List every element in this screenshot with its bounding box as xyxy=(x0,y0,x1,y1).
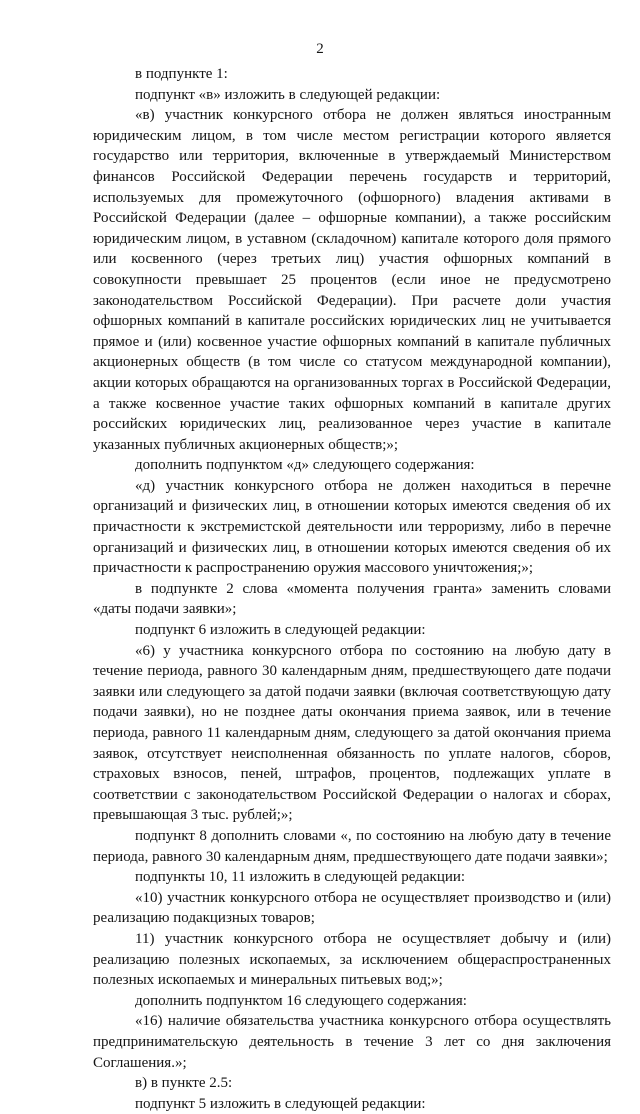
paragraph-subitem-5-instruction: подпункт 5 изложить в следующей редакции: xyxy=(135,1095,426,1112)
paragraph-subitem-10-text: «10) участник конкурсного отбора не осуществляет производство и (или) реализацию подакцизных товаров; xyxy=(93,889,611,927)
paragraph-item-2-5-heading: в) в пункте 2.5: xyxy=(135,1075,233,1092)
paragraph-subitem-8-addition: подпункт 8 дополнить словами «, по состоянию на любую дату в течение периода, равного 30 календарным дням, предшествующего дате подачи заявки»; xyxy=(93,827,611,865)
paragraph-subitem-v-instruction: подпункт «в» изложить в следующей редакции: xyxy=(135,86,441,103)
paragraph-subitem-6-instruction: подпункт 6 изложить в следующей редакции: xyxy=(135,622,426,639)
paragraph-add-subitem-16-instruction: дополнить подпунктом 16 следующего содержания: xyxy=(135,992,467,1009)
paragraph-subitem-16-text: «16) наличие обязательства участника конкурсного отбора осуществлять предпринимательскую деятельность в течение 3 лет со дня заключения Соглашения.»; xyxy=(93,1013,611,1071)
document-body xyxy=(93,64,611,1114)
paragraph-add-subitem-d-instruction: дополнить подпунктом «д» следующего содержания: xyxy=(135,457,475,474)
paragraph-subitems-10-11-instruction: подпункты 10, 11 изложить в следующей редакции: xyxy=(135,869,466,886)
page-number: 2 xyxy=(316,41,324,57)
paragraph-in-subitem-1: в подпункте 1: xyxy=(135,66,228,82)
paragraph-subitem-6-text: «6) у участника конкурсного отбора по состоянию на любую дату в течение периода, равного 30 календарным дням, предшествующего дате подачи заявки или следующего за датой подачи заявки (включая соответствующую дату подачи заявки), но не позднее даты окончания приема заявок, или в течение периода, равного 11 календарным дням, следующего за датой окончания приема заявок, отсутствует неисполненная обязанность по уплате налогов, сборов, страховых взносов, пеней, штрафов, процентов, подлежащих уплате в соответствии с законодательством Российской Федерации о налогах и сборах, превышающая 3 тыс. рублей;»; xyxy=(93,642,611,824)
paragraph-subitem-11-text: 11) участник конкурсного отбора не осуществляет добычу и (или) реализацию полезных ископаемых, за исключением общераспространенных полезных ископаемых и минеральных питьевых вод;»; xyxy=(93,930,611,989)
paragraph-subitem-v-text: «в) участник конкурсного отбора не должен являться иностранным юридическим лицом, в том числе местом регистрации которого является государство или территория, включенные в утверждаемый Министерством финансов Российской Федерации перечень государств и территорий, используемых для промежуточного (офшорного) владения активами в Российской Федерации (далее – офшорные компании), а также российским юридическим лицом, в уставном (складочном) капитале которого доля прямого или косвенного (через третьих лиц) участия офшорных компаний в совокупности превышает 25 процентов (если иное не предусмотрено законодательством Российской Федерации). При расчете доли участия офшорных компаний в капитале российских юридических лиц не учитывается прямое и (или) косвенное участие офшорных компаний в капитале публичных акционерных обществ (в том числе со статусом международной компании), акции которых обращаются на организованных торгах в Российской Федерации, а также косвенное участие таких офшорных компаний в капитале других российских юридических лиц, реализованное через участие в капитале указанных публичных акционерных обществ;»; xyxy=(93,107,611,453)
paragraph-subitem-d-text: «д) участник конкурсного отбора не должен находиться в перечне организаций и физических лиц, в отношении которых имеются сведения об их причастности к экстремистской деятельности или терроризму, либо в перечне организаций и физических лиц, в отношении которых имеются сведения об их причастности к распространению оружия массового уничтожения;»; xyxy=(93,477,611,577)
paragraph-subitem-2-replacement: в подпункте 2 слова «момента получения гранта» заменить словами «даты подачи заявки»; xyxy=(93,580,611,618)
